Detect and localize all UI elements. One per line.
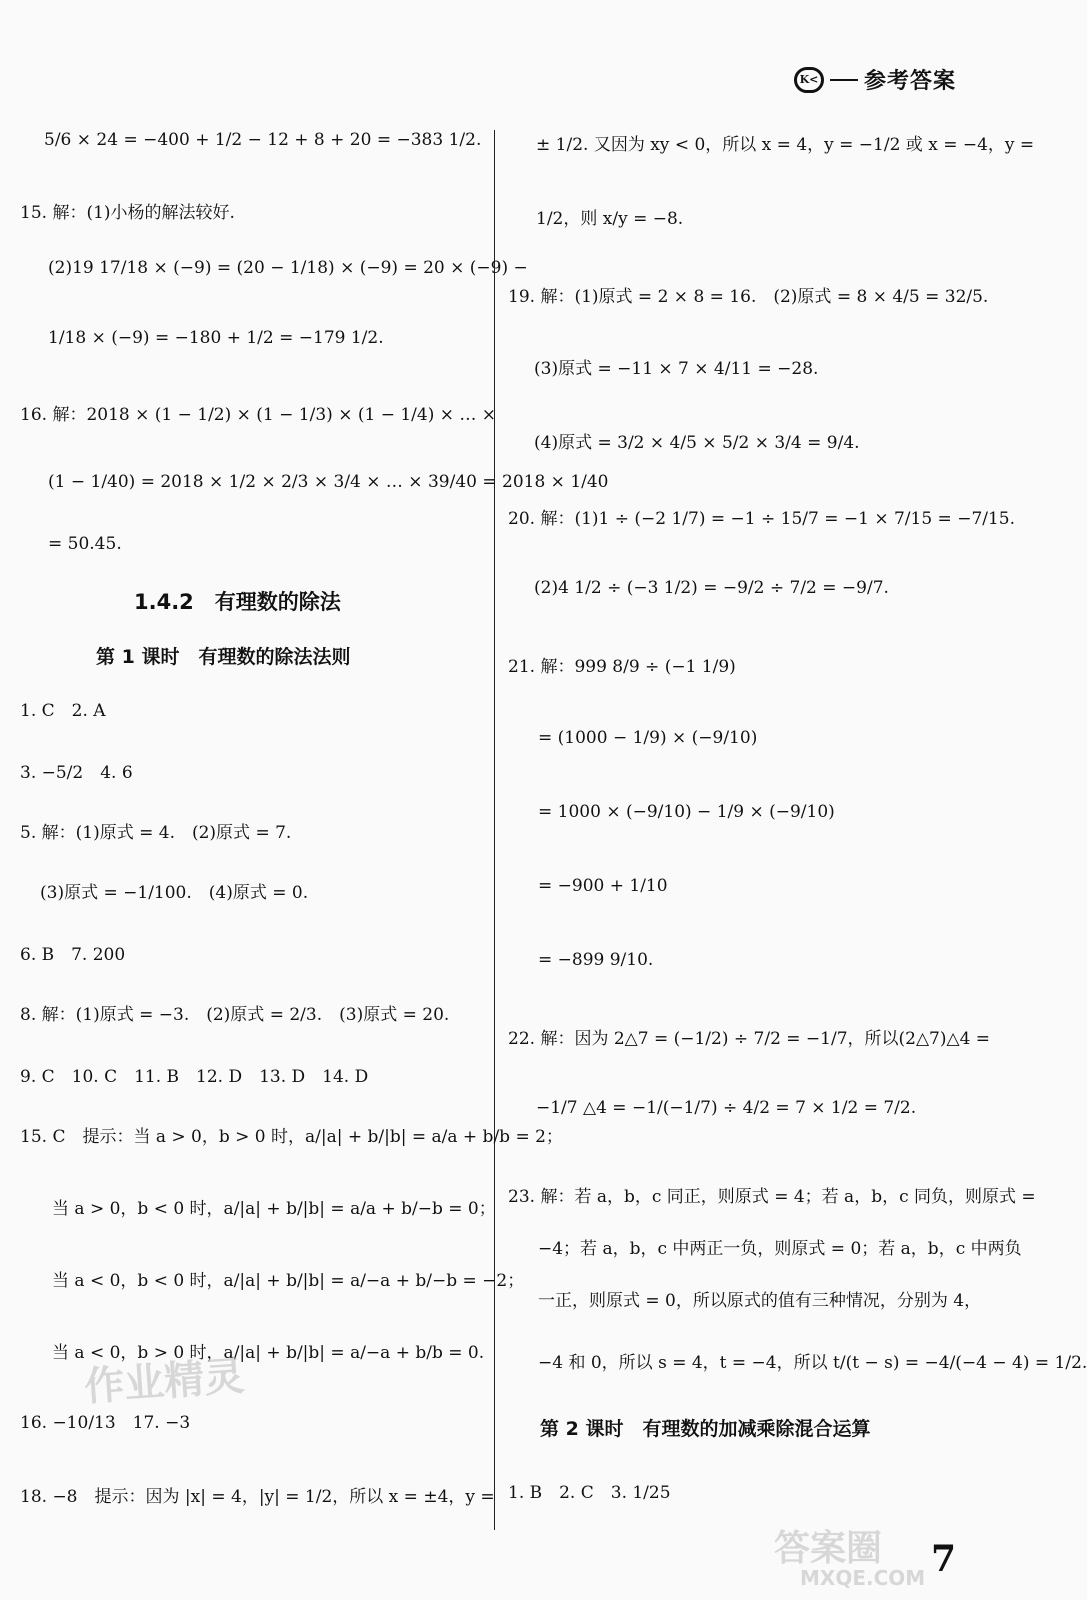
answer-line: −1/7 △4 = −1/(−1/7) ÷ 4/2 = 7 × 1/2 = 7/2. <box>536 1098 917 1118</box>
header-title: 参考答案 <box>863 69 956 94</box>
header-dash <box>830 79 858 81</box>
watermark-3: MXQE.COM <box>800 1566 926 1590</box>
book-logo-icon: K< <box>794 67 824 93</box>
answer-line: 18. −8 提示：因为 |x| = 4，|y| = 1/2，所以 x = ±4，y = <box>20 1487 495 1507</box>
answer-line: (3)原式 = −11 × 7 × 4/11 = −28. <box>534 359 819 379</box>
answer-line: (1 − 1/40) = 2018 × 1/2 × 2/3 × 3/4 × … × 39/40 = 2018 × 1/40 <box>48 472 609 492</box>
answer-line: 15. 解：(1)小杨的解法较好. <box>20 203 235 223</box>
answer-line: 16. −10/13 17. −3 <box>20 1413 191 1433</box>
column-divider <box>494 130 495 1530</box>
page-header <box>794 64 956 95</box>
answer-line: −4 和 0，所以 s = 4，t = −4，所以 t/(t − s) = −4/(−4 − 4) = 1/2. <box>538 1353 1087 1373</box>
answer-line: 21. 解：999 8/9 ÷ (−1 1/9) <box>508 657 736 677</box>
answer-line: 19. 解：(1)原式 = 2 × 8 = 16. (2)原式 = 8 × 4/5 = 32/5. <box>508 287 989 307</box>
answer-line: 1. C 2. A <box>20 701 106 721</box>
watermark-2: 答案圈 <box>774 1528 883 1569</box>
answer-line: 3. −5/2 4. 6 <box>20 763 133 783</box>
answer-line: (3)原式 = −1/100. (4)原式 = 0. <box>40 883 309 903</box>
answer-line: = 50.45. <box>48 534 122 554</box>
answer-line: 5. 解：(1)原式 = 4. (2)原式 = 7. <box>20 823 292 843</box>
answer-line: 1/18 × (−9) = −180 + 1/2 = −179 1/2. <box>48 328 384 348</box>
answer-line: 1/2，则 x/y = −8. <box>536 209 684 229</box>
answer-line: = (1000 − 1/9) × (−9/10) <box>538 728 758 748</box>
section-heading: 1.4.2 有理数的除法 <box>134 590 341 614</box>
answer-line: 当 a < 0，b > 0 时，a/|a| + b/|b| = a/−a + b/b = 0. <box>52 1343 485 1363</box>
answer-line: ± 1/2. 又因为 xy < 0，所以 x = 4，y = −1/2 或 x = −4，y = <box>536 135 1035 155</box>
answer-line: = −899 9/10. <box>538 950 654 970</box>
answer-line: 9. C 10. C 11. B 12. D 13. D 14. D <box>20 1067 369 1087</box>
answer-line: 一正，则原式 = 0，所以原式的值有三种情况，分别为 4， <box>538 1291 982 1311</box>
answer-line: 1. B 2. C 3. 1/25 <box>508 1483 671 1503</box>
section-heading: 第 2 课时 有理数的加减乘除混合运算 <box>540 1418 871 1440</box>
answer-line: −4；若 a，b，c 中两正一负，则原式 = 0；若 a，b，c 中两负 <box>538 1239 1022 1259</box>
answer-line: 16. 解：2018 × (1 − 1/2) × (1 − 1/3) × (1 − 1/4) × … × <box>20 405 497 425</box>
answer-line: 22. 解：因为 2△7 = (−1/2) ÷ 7/2 = −1/7，所以(2△7)△4 = <box>508 1029 991 1049</box>
answer-line: 23. 解：若 a，b，c 同正，则原式 = 4；若 a，b，c 同负，则原式 = <box>508 1187 1036 1207</box>
section-heading: 第 1 课时 有理数的除法法则 <box>96 646 351 668</box>
answer-line: 15. C 提示：当 a > 0，b > 0 时，a/|a| + b/|b| = a/a + b/b = 2； <box>20 1127 563 1147</box>
answer-line: 20. 解：(1)1 ÷ (−2 1/7) = −1 ÷ 15/7 = −1 × 7/15 = −7/15. <box>508 509 1016 529</box>
answer-line: (4)原式 = 3/2 × 4/5 × 5/2 × 3/4 = 9/4. <box>534 433 860 453</box>
answer-line: = 1000 × (−9/10) − 1/9 × (−9/10) <box>538 802 835 822</box>
answer-line: = −900 + 1/10 <box>538 876 668 896</box>
page-number: 7 <box>930 1538 956 1580</box>
answer-line: (2)19 17/18 × (−9) = (20 − 1/18) × (−9) = 20 × (−9) − <box>48 258 528 278</box>
answer-line: 5/6 × 24 = −400 + 1/2 − 12 + 8 + 20 = −383 1/2. <box>44 130 482 150</box>
answer-line: 6. B 7. 200 <box>20 945 126 965</box>
answer-line: 当 a < 0，b < 0 时，a/|a| + b/|b| = a/−a + b/−b = −2； <box>52 1271 525 1291</box>
answer-line: 当 a > 0，b < 0 时，a/|a| + b/|b| = a/a + b/−b = 0； <box>52 1199 496 1219</box>
answer-line: (2)4 1/2 ÷ (−3 1/2) = −9/2 ÷ 7/2 = −9/7. <box>534 578 889 598</box>
answer-line: 8. 解：(1)原式 = −3. (2)原式 = 2/3. (3)原式 = 20. <box>20 1005 450 1025</box>
watermark-1: 作业精灵 <box>82 1353 246 1411</box>
